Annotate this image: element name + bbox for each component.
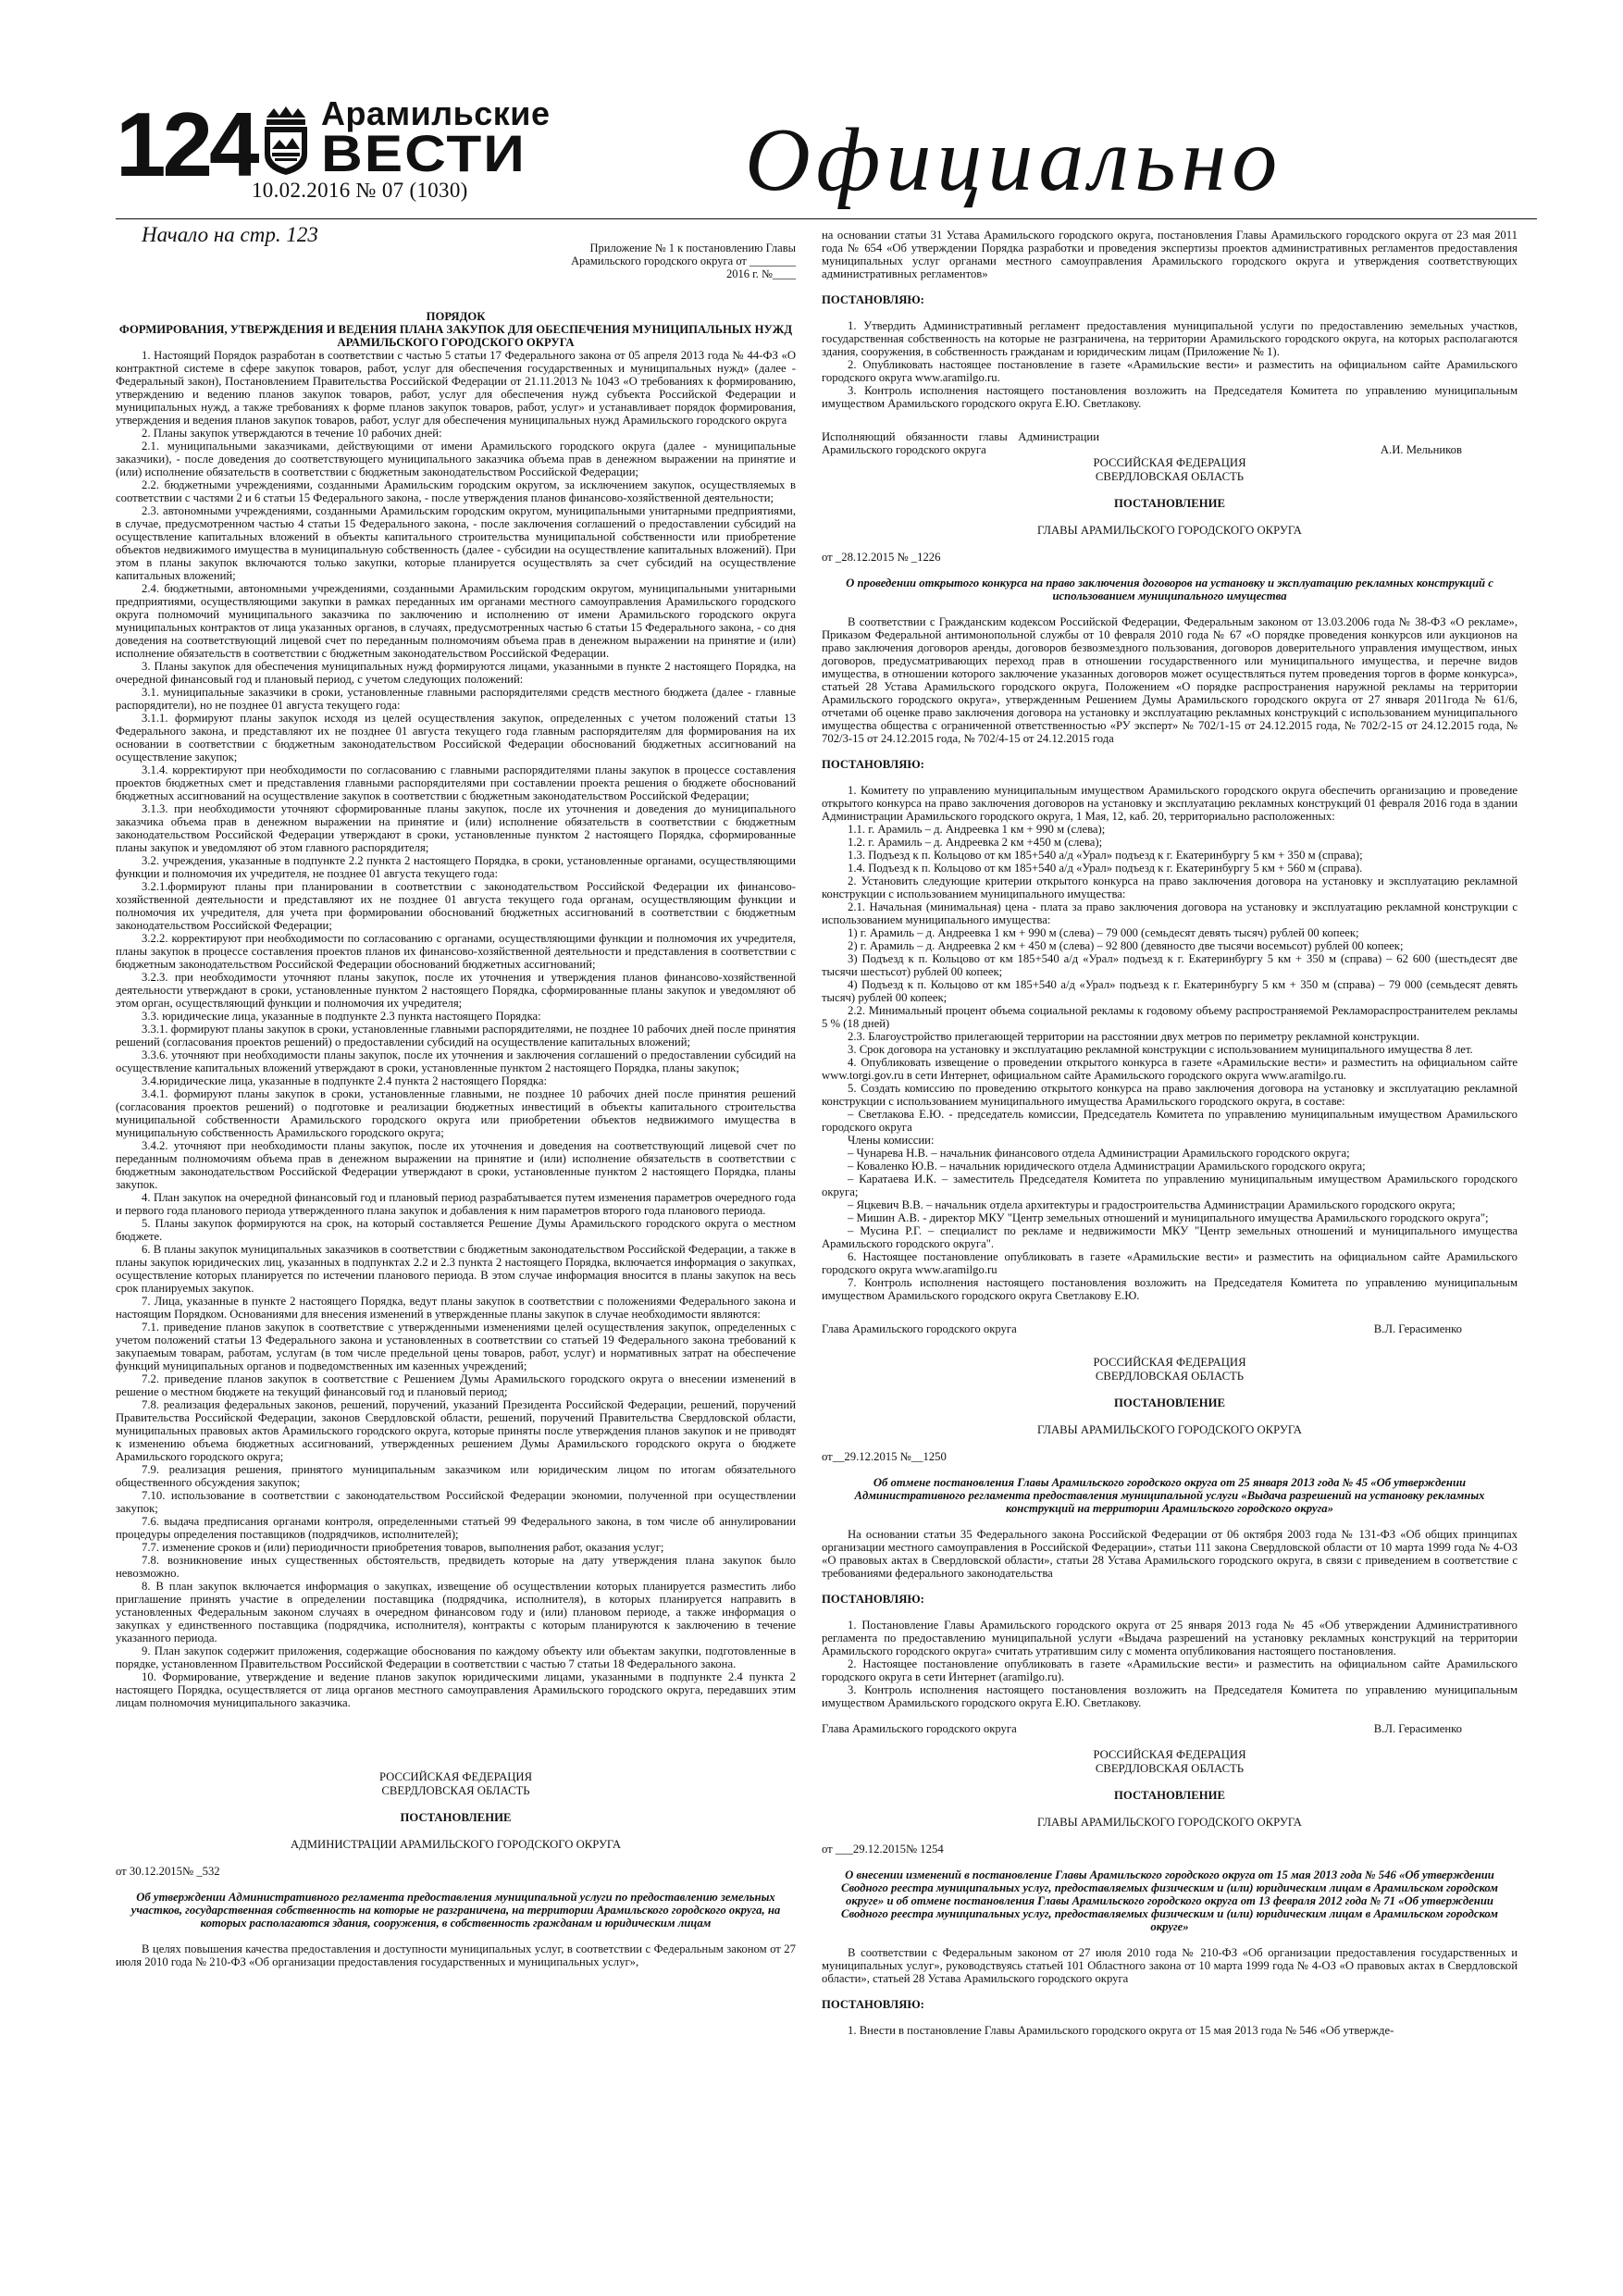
paragraph: 2.1. Начальная (минимальная) цена - плата за право заключения договора на установку и эксплуатацию рекламной конструкции с использованием муниципального имущества: (822, 900, 1518, 926)
gov-line1: РОССИЙСКАЯ ФЕДЕРАЦИЯ (1093, 1356, 1246, 1369)
paragraph: – Светлакова Е.Ю. - председатель комиссии, Председатель Комитета по управлению муниципальным имуществом Арамильского городского округа (822, 1108, 1518, 1134)
paragraph: 7.10. использование в соответствии с законодательством Российской Федерации экономии, полученной при осуществлении закупок; (116, 1489, 796, 1515)
d1-signature (822, 430, 1518, 456)
paragraph: Члены комиссии: (848, 1134, 935, 1147)
d2-items (822, 784, 1518, 1302)
paragraph: 4. План закупок на очередной финансовый год и плановый период разрабатывается путем изменения параметров очередного года и первого года планового периода утвержденного плана закупок и добавления к ним параметров второго года планового периода. (116, 1191, 796, 1217)
paragraph: 1.1. г. Арамиль – д. Андреевка 1 км + 990 м (слева); (848, 823, 1106, 836)
d2-signature (822, 1322, 1518, 1335)
paragraph: 7.8. возникновение иных существенных обстоятельств, предвидеть которые на дату утверждения плана закупок было невозможно. (116, 1554, 796, 1580)
gov-line2: СВЕРДЛОВСКАЯ ОБЛАСТЬ (1095, 1370, 1245, 1383)
paragraph: 2.1. муниципальными заказчиками, действующими от имени Арамильского городского округа (далее - муниципальные заказчики), - после доведения до соответствующего муниципального заказчика объема прав в денежном выражении на принятие и (или) исполнение обязательств в соответствии с бюджетным законодательством Российской Федерации; (116, 440, 796, 478)
brand-line1: Арамильские (321, 94, 551, 132)
gov-line1: РОССИЙСКАЯ ФЕДЕРАЦИЯ (378, 1770, 533, 1783)
paragraph: – Мусина Р.Г. – специалист по рекламе и недвижимости МКУ "Центр земельных отношений и муниципального имущества Арамильского городского округа". (822, 1224, 1518, 1250)
gov-line2: СВЕРДЛОВСКАЯ ОБЛАСТЬ (381, 1784, 530, 1797)
decree-heading: ПОСТАНОВЛЕНИЕ (400, 1811, 512, 1824)
d3-date: от__29.12.2015 №__1250 (822, 1450, 947, 1463)
paragraph: 2) г. Арамиль – д. Андреевка 2 км + 450 м (слева) – 92 800 (девяносто две тысячи восемьсот) рублей 00 копеек; (848, 939, 1404, 952)
coat-of-arms-icon (259, 105, 313, 177)
paragraph: 2. Планы закупок утверждаются в течение 10 рабочих дней: (142, 427, 442, 440)
paragraph: 3. Контроль исполнения настоящего постановления возложить на Председателя Комитета по управлению муниципальным имуществом Арамильского городского округа Е.Ю. Светлакову. (822, 1683, 1518, 1709)
sig-name: В.Л. Герасименко (1373, 1722, 1462, 1735)
paragraph: – Чунарева Н.В. – начальник финансового отдела Администрации Арамильского городского округа; (848, 1147, 1350, 1160)
paragraph: 3) Подъезд к п. Кольцово от км 185+540 а/д «Урал» подъезд к г. Екатеринбургу 5 км + 350 м (справа) – 62 600 (шестьдесят две тысячи шестьсот) рублей 00 копеек; (822, 952, 1518, 978)
paragraph: 1. Постановление Главы Арамильского городского округа от 25 января 2013 года № 45 «Об утверждении Административного регламента по предоставлению муниципальной услуги «Выдача разрешений на установку рекламных конструкций на территории Арамильского городского округа» считать утратившим силу с момента опубликования настоящего постановления. (822, 1619, 1518, 1657)
sig-name: А.И. Мельников (1380, 443, 1462, 456)
paragraph: 9. План закупок содержит приложения, содержащие обоснования по каждому объекту или объектам закупки, подготовленные в порядке, установленном Правительством Российской Федерации в соответствии с частью 7 статьи 18 Федерального закона. (116, 1644, 796, 1670)
paragraph: – Каратаева И.К. – заместитель Председателя Комитета по управлению муниципальным имуществом Арамильского городского округа; (822, 1173, 1518, 1198)
sig-name: В.Л. Герасименко (1373, 1322, 1462, 1335)
decree-532-header (116, 1770, 796, 1852)
paragraph: 7. Контроль исполнения настоящего постановления возложить на Председателя Комитета по управлению муниципальным имуществом Арамильского городского округа Светлакову Е.Ю. (822, 1276, 1518, 1302)
d4-intro: В соответствии с Федеральным законом от 27 июля 2010 года № 210-ФЗ «Об организации предоставления государственных и муниципальных услуг», руководствуясь статьей 101 Областного закона от 10 марта 1999 года № 4-ОЗ «О правовых актах в Свердловской области», статьей 28 Устава Арамильского городского округа (822, 1946, 1518, 1985)
masthead (116, 88, 1541, 217)
sig-role: Исполняющий обязанности главы Администрации Арамильского городского округа (822, 430, 1099, 456)
paragraph: 1) г. Арамиль – д. Андреевка 1 км + 990 м (слева) – 79 000 (семьдесят девять тысяч) рублей 00 копеек; (848, 926, 1359, 939)
paragraph: 3.4.2. уточняют при необходимости планы закупок, после их уточнения и доведения на соответствующий лицевой счет по переданным полномочиям объема прав в денежном выражении на принятие и (или) исполнение обязательств в соответствии с бюджетным законодательством Российской Федерации утверждают в сроки, установленные пунктом 2 настоящего Порядка, планы закупок. (116, 1139, 796, 1191)
left-column (116, 223, 796, 1968)
d3-signature (822, 1722, 1518, 1735)
paragraph: 3.1.4. корректируют при необходимости по согласованию с главными распорядителями планы закупок в процессе составления проектов бюджетных смет и представления главными распорядителями при составлении проекта решения о бюджете обоснований бюджетных ассигнований на осуществление закупок в соответствии с бюджетным законодательством Российской Федерации; (116, 763, 796, 802)
page-number: 124 (116, 93, 256, 195)
paragraph: 3. Срок договора на установку и эксплуатацию рекламной конструкции с использованием муниципального имущества 8 лет. (848, 1043, 1473, 1056)
d3-title: Об отмене постановления Главы Арамильского городского округа от 25 января 2013 года № 45 «Об утверждении Административного регламента предоставления муниципальной услуги «Выдача разрешений на установку рекламных конструкций на территории Арамильского городского округа» (854, 1476, 1485, 1515)
d3-header (822, 1356, 1518, 1437)
paragraph: 5. Создать комиссию по проведению открытого конкурса на право заключения договора на установку и эксплуатацию рекламной конструкции с использованием муниципального имущества Арамильского городского округа, в составе: (822, 1082, 1518, 1108)
paragraph: 3.2. учреждения, указанные в подпункте 2.2 пункта 2 настоящего Порядка, в сроки, установленные органами, осуществляющими функции и полномочия их учредителя, не позднее 01 августа текущего года: (116, 854, 796, 880)
paragraph: 3.3. юридические лица, указанные в подпункте 2.3 пункта настоящего Порядка: (142, 1010, 541, 1023)
d2-resolve: ПОСТАНОВЛЯЮ: (822, 758, 924, 771)
decree-heading: ПОСТАНОВЛЕНИЕ (1114, 1789, 1225, 1802)
paragraph: 6. Настоящее постановление опубликовать в газете «Арамильские вести» и разместить на официальном сайте Арамильского городского округа www.aramilgo.ru (822, 1250, 1518, 1276)
right-column (822, 229, 1518, 2037)
order-subtitle: ФОРМИРОВАНИЯ, УТВЕРЖДЕНИЯ И ВЕДЕНИЯ ПЛАНА ЗАКУПОК ДЛЯ ОБЕСПЕЧЕНИЯ МУНИЦИПАЛЬНЫХ НУЖД АРАМИЛЬСКОГО ГОРОДСКОГО ОКРУГА (118, 323, 793, 349)
d4-title: О внесении изменений в постановление Главы Арамильского городского округа от 15 мая 2013 года № 546 «Об утверждении Сводного реестра муниципальных услуг, предоставляемых физическим и (или) юридическим лицам в Арамильском городском округе» и об отмене постановления Главы Арамильского городского округа от 13 февраля 2012 года № 71 «Об утверждении Сводного реестра муниципальных услуг, предоставляемых физическим и (или) юридическим лицам в Арамильском городском округе» (841, 1868, 1498, 1933)
gov-line2: СВЕРДЛОВСКАЯ ОБЛАСТЬ (1095, 470, 1245, 483)
brand-line2: ВЕСТИ (321, 125, 527, 183)
paragraph: 2.2. бюджетными учреждениями, созданными Арамильским городским округом, за исключением закупок, осуществляемых в соответствии с частями 2 и 6 статьи 15 Федерального закона, - после утверждения планов финансово-хозяйственной деятельности; (116, 478, 796, 504)
paragraph: 3.1. муниципальные заказчики в сроки, установленные главными распорядителями средств местного бюджета (далее - главные распорядители), но не позднее 01 августа текущего года: (116, 686, 796, 712)
header-rule (116, 218, 1537, 219)
decree-body: В целях повышения качества предоставления и доступности муниципальных услуг, в соответствии с Федеральным законом от 27 июля 2010 года № 210-ФЗ «Об организации предоставления государственных и муниципальных услуг», (116, 1942, 796, 1968)
d4-header (822, 1748, 1518, 1830)
paragraph: 7.6. выдача предписания органами контроля, определенными статьей 99 Федерального закона, в том числе об аннулировании процедуры определения поставщиков (подрядчиков, исполнителей); (116, 1515, 796, 1541)
paragraph: 1. Комитету по управлению муниципальным имуществом Арамильского городского округа обеспечить организацию и проведение открытого конкурса на право заключения договоров на установку и эксплуатацию рекламных конструкций 01 февраля 2016 года в здании Администрации Арамильского городского округа, 1 Мая, 12, каб. 20, территориально расположенных: (822, 784, 1518, 823)
d1-intro: на основании статьи 31 Устава Арамильского городского округа, постановления Главы Арамильского городского округа от 23 мая 2011 года № 654 «Об утверждении Порядка разработки и проведения экспертизы проектов административных регламентов предоставления муниципальных услуг органами местного самоуправления Арамильского городского округа и утверждения соответствующих административных регламентов» (822, 229, 1518, 280)
d3-intro: На основании статьи 35 Федерального закона Российской Федерации от 06 октября 2003 года № 131-ФЗ «Об общих принципах организации местного самоуправления в Российской Федерации», статьи 111 закона Свердловской области от 10 марта 1999 года № 4-ОЗ «О правовых актах в Свердловской области», статьи 28 Устава Арамильского городского округа, в связи с приведением в соответствие с требованиями федерального законодательства (822, 1528, 1518, 1580)
d1-items (822, 319, 1518, 410)
paragraph: 1. Настоящий Порядок разработан в соответствии с частью 5 статьи 17 Федерального закона от 05 апреля 2013 года № 44-ФЗ «О контрактной системе в сфере закупок товаров, работ, услуг для обеспечения государственных и муниципальных нужд» (далее - Федеральный закон), Постановлением Правительства Российской Федерации от 21.11.2013 № 1043 «О требованиях к формированию, утверждению и ведению планов закупок товаров, работ, услуг для обеспечения нужд субъекта Российской Федерации и муниципальных нужд, а также требованиях к форме планов закупок товаров, работ, услуг» и устанавливает порядок формирования, утверждения и ведения планов закупок товаров, работ, услуг для обеспечения муниципальных нужд Арамильского городского округа (116, 349, 796, 427)
paragraph: 2.3. Благоустройство прилегающей территории на расстоянии двух метров по периметру рекламной конструкции. (848, 1030, 1419, 1043)
decree-date: от 30.12.2015№ _532 (116, 1865, 220, 1878)
paragraph: – Мишин А.В. - директор МКУ "Центр земельных отношений и муниципального имущества Арамильского городского округа"; (848, 1211, 1489, 1224)
paragraph: 3.4.юридические лица, указанные в подпункте 2.4 пункта 2 настоящего Порядка: (142, 1074, 548, 1087)
paragraph: 3.4.1. формируют планы закупок в сроки, установленные главными, не позднее 10 рабочих дней после принятия решений (согласования проектов решений) о подготовке и реализации бюджетных инвестиций в объекты капитального строительства муниципальной собственности Арамильского городского округа или приобретении объектов недвижимого имущества в муниципальную собственность Арамильского городского округа; (116, 1087, 796, 1139)
paragraph: 10. Формирование, утверждение и ведение планов закупок юридическими лицами, указанными в подпункте 2.4 пункта 2 настоящего Порядка, осуществляется от лица органов местного самоуправления Арамильского городского округа, передавших этим лицам полномочия муниципального заказчика. (116, 1670, 796, 1709)
paragraph: 3.1.1. формируют планы закупок исходя из целей осуществления закупок, определенных с учетом положений статьи 13 Федерального закона, и представляют их не позднее 01 августа текущего года главным распорядителям для формирования на их основании в соответствии с бюджетным законодательством Российской Федерации обоснований бюджетных ассигнований на осуществление закупок; (116, 712, 796, 763)
d3-items (822, 1619, 1518, 1709)
paragraph: 1. Утвердить Административный регламент предоставления муниципальной услуги по предоставлению земельных участков, государственная собственность на которые не разграничена, на территории Арамильского городского округа, на которых располагаются здания, сооружения, в собственность гражданам и юридическим лицам (Приложение № 1). (822, 319, 1518, 358)
paragraph: 2.2. Минимальный процент объема социальной рекламы к годовому объему распространяемой Рекламораспространителем рекламы 5 % (18 дней) (822, 1004, 1518, 1030)
order-body (116, 349, 796, 1709)
continued-note: Начало на стр. 123 (142, 223, 318, 246)
gov-line1: РОССИЙСКАЯ ФЕДЕРАЦИЯ (1093, 1748, 1246, 1761)
paragraph: 8. В план закупок включается информация о закупках, извещение об осуществлении которых планируется разместить либо приглашение принять участие в определении поставщика (подрядчика, исполнителя), в которых планируется направить в установленных Федеральным законом случаях в очередном финансовом году и (или) плановом периоде, а также информация о закупках у единственного поставщика (подрядчика, исполнителя), контракты с которым планируются к заключению в течение указанного периода. (116, 1580, 796, 1644)
decree-heading: ПОСТАНОВЛЕНИЕ (1114, 1396, 1225, 1409)
paragraph: 4) Подъезд к п. Кольцово от км 185+540 а/д «Урал» подъезд к г. Екатеринбургу 5 км + 350 м (справа) – 79 000 (семьдесят девять тысяч) рублей 00 копеек; (822, 978, 1518, 1004)
d3-resolve: ПОСТАНОВЛЯЮ: (822, 1593, 924, 1606)
sig-role: Глава Арамильского городского округа (822, 1722, 1017, 1735)
paragraph: 7.1. приведение планов закупок в соответствие с утвержденными изменениями целей осуществления закупок, определенных с учетом положений статьи 13 Федерального закона и установленных в соответствии со статьей 19 Федерального закона требований к закупаемым товарам, работам, услугам (в том числе предельной цены товаров, работ, услуг) и нормативных затрат на обеспечение функций муниципальных органов и подведомственных им казенных учреждений; (116, 1321, 796, 1372)
paragraph: 6. В планы закупок муниципальных заказчиков в соответствии с бюджетным законодательством Российской Федерации, а также в планы закупок юридических лиц, указанных в подпунктах 2.2 и 2.3 пункта 2 настоящего Порядка, включается информация о закупках, осуществление которых планируется по истечении планового периода. В этом случае информация вносится в планы закупок на весь срок планируемых закупок. (116, 1243, 796, 1295)
decree-authority: АДМИНИСТРАЦИИ АРАМИЛЬСКОГО ГОРОДСКОГО ОКРУГА (290, 1838, 622, 1851)
gov-line2: СВЕРДЛОВСКАЯ ОБЛАСТЬ (1095, 1762, 1245, 1775)
d2-title: О проведении открытого конкурса на право заключения договоров на установку и эксплуатацию рекламных конструкций с использованием муниципального имущества (846, 577, 1493, 602)
order-title: ПОРЯДОК (426, 310, 486, 323)
paragraph: 5. Планы закупок формируются на срок, на который составляется Решение Думы Арамильского городского округа о местном бюджете. (116, 1217, 796, 1243)
issue-info: 10.02.2016 № 07 (1030) (252, 179, 468, 202)
paragraph: 3.1.3. при необходимости уточняют сформированные планы закупок, после их уточнения и доведения до муниципального заказчика объема прав в денежном выражении на принятие и (или) исполнение обязательств в соответствии с бюджетным законодательством Российской Федерации утверждают в сроки, установленные пунктом 2 настоящего Порядка, сформированные планы закупок и уведомляют об этом главного распорядителя; (116, 802, 796, 854)
paragraph: 3.3.6. уточняют при необходимости планы закупок, после их уточнения и заключения соглашений о предоставлении субсидий на осуществление капитальных вложений утверждают в сроки, установленные пунктом 2 настоящего Порядка, планы закупок; (116, 1049, 796, 1074)
section-title: Официально (745, 110, 1283, 210)
d2-intro: В соответствии с Гражданским кодексом Российской Федерации, Федеральным законом от 13.03.2006 года № 38-ФЗ «О рекламе», Приказом Федеральной антимонопольной службы от 10 февраля 2010 года № 67 «О порядке проведения конкурсов или аукционов на право заключения договоров аренды, договоров безвозмездного пользования, договоров доверительного управления имуществом, иных договоров, предусматривающих переход прав в отношении государственного или муниципального имущества, и перечне видов имущества, в отношении которого заключение указанных договоров может осуществляться путем проведения торгов в форме конкурса», статьей 28 Устава Арамильского городского округа, Положением «О порядке распространения наружной рекламы на территории Арамильского городского округа», утвержденным Решением Думы Арамильского городского округа от 27 января 2011года № 61/6, отчетами об оценке право заключения договора на установку и эксплуатацию рекламных конструкций с использованием муниципального имущества общества с ограниченной ответственностью «РУ эксперт» № 702/1-15 от 24.12.2015 года, № 702/2-15 от 24.12.2015 года, № 702/3-15 от 24.12.2015 года, № 702/4-15 от 24.12.2015 года (822, 615, 1518, 745)
paragraph: 2. Установить следующие критерии открытого конкурса на право заключения договора на установку и эксплуатацию рекламной конструкции с использованием муниципального имущества: (822, 875, 1518, 900)
brand-logo (321, 94, 551, 186)
appendix-note: Приложение № 1 к постановлению Главы Арамильского городского округа от ________ 2016 г. №____ (571, 242, 796, 280)
paragraph: 7.9. реализация решения, принятого муниципальным заказчиком или юридическим лицом по итогам обязательного общественного обсуждения закупок; (116, 1463, 796, 1489)
decree-authority: ГЛАВЫ АРАМИЛЬСКОГО ГОРОДСКОГО ОКРУГА (1037, 524, 1302, 537)
decree-heading: ПОСТАНОВЛЕНИЕ (1114, 497, 1225, 510)
paragraph: 1.2. г. Арамиль – д. Андреевка 2 км +450 м (слева); (848, 836, 1103, 849)
paragraph: 4. Опубликовать извещение о проведении открытого конкурса в газете «Арамильские вести» и разместить на официальном сайте www.torgi.gov.ru в сети Интернет, официальном сайте Арамильского городского округа www.aramilgo.ru. (822, 1056, 1518, 1082)
decree-authority: ГЛАВЫ АРАМИЛЬСКОГО ГОРОДСКОГО ОКРУГА (1037, 1816, 1302, 1829)
d2-header (822, 456, 1518, 538)
paragraph: 7.7. изменение сроков и (или) периодичности приобретения товаров, выполнения работ, оказания услуг; (142, 1541, 664, 1554)
paragraph: 7.8. реализация федеральных законов, решений, поручений, указаний Президента Российской Федерации, решений, поручений Правительства Российской Федерации, законов Свердловской области, решений, поручений Правительства Свердловской области, муниципальных правовых актов Арамильского городского округа, которые приняты после утверждения планов закупок и не приводят к изменению объема бюджетных ассигнований, утвержденных решением Думы Арамильского городского округа о бюджете Арамильского городского округа; (116, 1398, 796, 1463)
d4-resolve: ПОСТАНОВЛЯЮ: (822, 1998, 924, 2011)
paragraph: 3. Контроль исполнения настоящего постановления возложить на Председателя Комитета по управлению муниципальным имуществом Арамильского городского округа Е.Ю. Светлакову. (822, 384, 1518, 410)
paragraph: – Коваленко Ю.В. – начальник юридического отдела Администрации Арамильского городского округа; (848, 1160, 1366, 1173)
paragraph: 2. Настоящее постановление опубликовать в газете «Арамильские вести» и разместить на официальном сайте Арамильского городского округа в сети Интернет (aramilgo.ru). (822, 1657, 1518, 1683)
sig-role: Глава Арамильского городского округа (822, 1322, 1017, 1335)
paragraph: 3.2.3. при необходимости уточняют планы закупок, после их уточнения и утверждения планов финансово-хозяйственной деятельности утверждают в сроки, установленные пунктом 2 настоящего Порядка, сформированные планы закупок и уведомляют об этом орган, осуществляющий функции и полномочия их учредителя; (116, 971, 796, 1010)
paragraph: 2.4. бюджетными, автономными учреждениями, созданными Арамильским городским округом, муниципальными унитарными предприятиями, осуществляющими закупки в рамках переданных им органами местного самоуправления Арамильского городского округа полномочий муниципального заказчика по заключению и исполнению от имени Арамильского городского округа муниципальных контрактов от лица указанных органов, в случаях, предусмотренных частью 6 статьи 15 Федерального закона, - со дня доведения на соответствующий лицевой счет по переданным полномочиям объема прав в денежном выражении на принятие и (или) исполнение обязательств в соответствии с бюджетным законодательством Российской Федерации. (116, 582, 796, 660)
d4-date: от ___29.12.2015№ 1254 (822, 1843, 944, 1855)
paragraph: 1.4. Подъезд к п. Кольцово от км 185+540 а/д «Урал» подъезд к г. Екатеринбургу 5 км + 560 м (справа). (848, 862, 1363, 875)
paragraph: 3.2.2. корректируют при необходимости по согласованию с органами, осуществляющими функции и полномочия их учредителя, планы закупок в процессе составления проектов планов их финансово-хозяйственной деятельности и представления в соответствии с бюджетным законодательством Российской Федерации обоснований бюджетных ассигнований; (116, 932, 796, 971)
paragraph: 3.2.1.формируют планы при планировании в соответствии с законодательством Российской Федерации их финансово-хозяйственной деятельности и представляют их не позднее 01 августа текущего года органам, осуществляющим функции и полномочия их учредителя, для учета при формировании обоснований бюджетных ассигнований в соответствии с бюджетным законодательством Российской Федерации; (116, 880, 796, 932)
d1-resolve: ПОСТАНОВЛЯЮ: (822, 293, 924, 306)
paragraph: 1.3. Подъезд к п. Кольцово от км 185+540 а/д «Урал» подъезд к г. Екатеринбургу 5 км + 350 м (справа); (848, 849, 1363, 862)
gov-line1: РОССИЙСКАЯ ФЕДЕРАЦИЯ (1093, 456, 1246, 469)
d4-item1: 1. Внести в постановление Главы Арамильского городского округа от 15 мая 2013 года № 546 «Об утвержде- (848, 2024, 1394, 2037)
d2-date: от _28.12.2015 № _1226 (822, 551, 941, 564)
paragraph: 3. Планы закупок для обеспечения муниципальных нужд формируются лицами, указанными в пункте 2 настоящего Порядка, на очередной финансовый год и плановый период, с учетом следующих положений: (116, 660, 796, 686)
paragraph: 7. Лица, указанные в пункте 2 настоящего Порядка, ведут планы закупок в соответствии с положениями Федерального закона и настоящим Порядком. Основаниями для внесения изменений в утвержденные планы закупок в случае необходимости являются: (116, 1295, 796, 1321)
paragraph: 3.3.1. формируют планы закупок в сроки, установленные главными распорядителями, не позднее 10 рабочих дней после принятия решений (согласования проектов решений) о предоставлении субсидий на осуществление капитальных вложений; (116, 1023, 796, 1049)
paragraph: – Яцкевич В.В. – начальник отдела архитектуры и градостроительства Администрации Арамильского городского округа; (848, 1198, 1456, 1211)
paragraph: 7.2. приведение планов закупок в соответствие с Решением Думы Арамильского городского округа о внесении изменений в решение о местном бюджете на текущий финансовый год и плановый период; (116, 1372, 796, 1398)
decree-title: Об утверждении Административного регламента предоставления муниципальной услуги по предоставлению земельных участков, государственная собственность на которые не разграничена, на территории Арамильского городского округа, на которых располагаются здания, сооружения, в собственность гражданам и юридическим лицам (130, 1891, 781, 1930)
paragraph: 2. Опубликовать настоящее постановление в газете «Арамильские вести» и разместить на официальном сайте Арамильского городского округа www.aramilgo.ru. (822, 358, 1518, 384)
paragraph: 2.3. автономными учреждениями, созданными Арамильским городским округом, муниципальными унитарными предприятиями, в случае, предусмотренном частью 4 статьи 15 Федерального закона, - после заключения соглашений о предоставлении субсидий на осуществление капитальных вложений в объекты капитального строительства муниципальной собственности или приобретение объектов недвижимого имущества в муниципальную собственность (далее - субсидии на осуществление капитальных вложений). При этом в планы закупок включаются только закупки, которые планируется осуществлять за счет субсидий на осуществление капитальных вложений; (116, 504, 796, 582)
decree-authority: ГЛАВЫ АРАМИЛЬСКОГО ГОРОДСКОГО ОКРУГА (1037, 1423, 1302, 1436)
